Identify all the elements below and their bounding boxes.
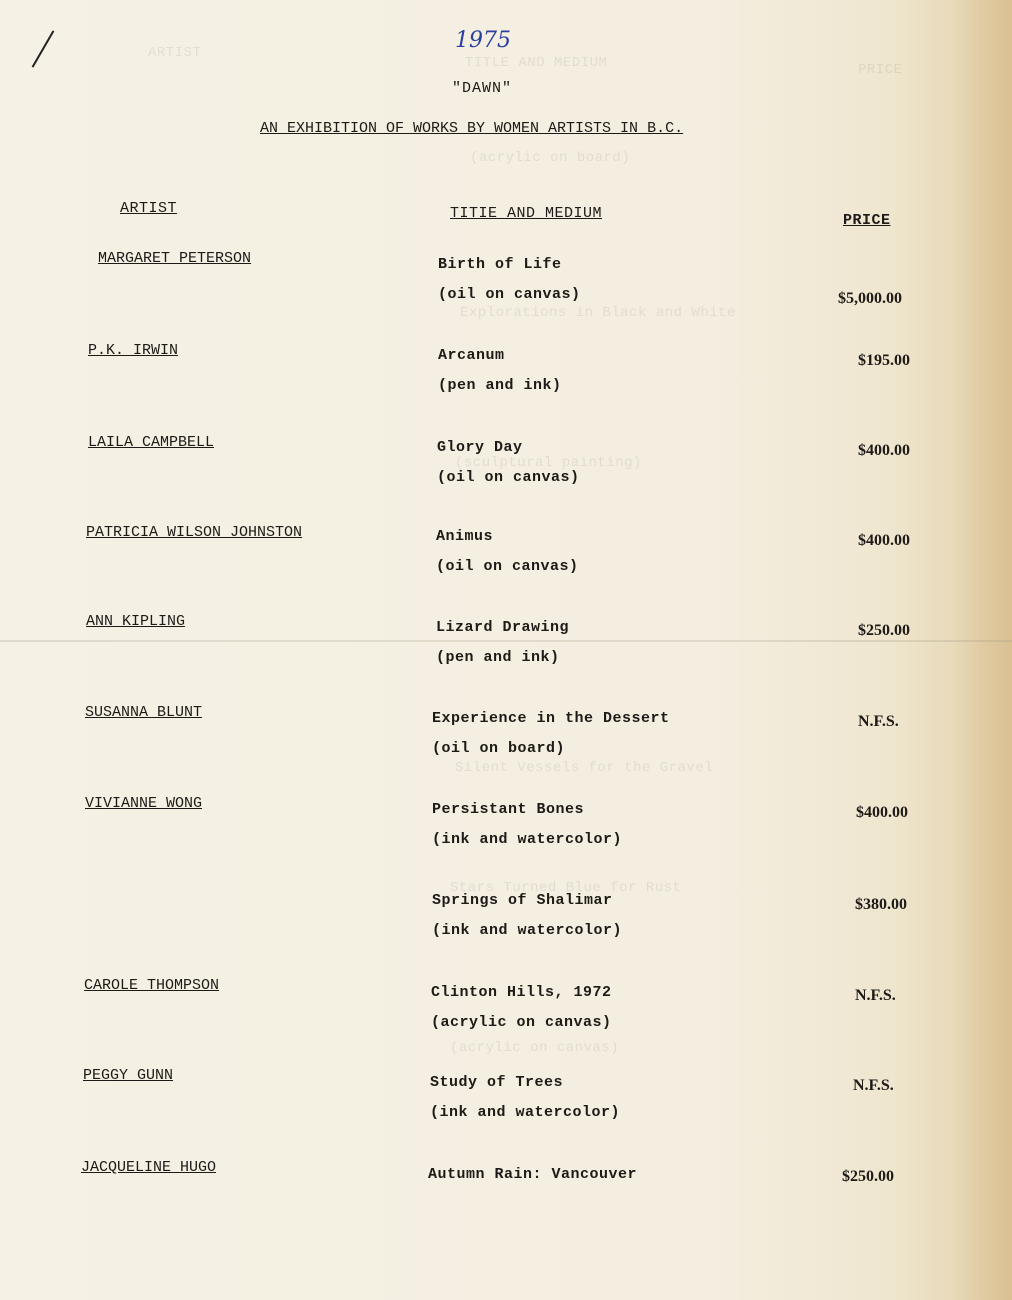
exhibition-title: "DAWN" [452, 80, 513, 97]
work-title: Study of Trees [430, 1074, 564, 1091]
show-through-text: TITLE AND MEDIUM [465, 55, 608, 71]
work-title: Clinton Hills, 1972 [431, 984, 612, 1001]
work-title: Autumn Rain: Vancouver [428, 1166, 638, 1183]
work-price: $195.00 [858, 352, 910, 369]
artist-name: MARGARET PETERSON [98, 250, 252, 267]
work-title: Arcanum [438, 347, 505, 364]
column-header-price: PRICE [843, 212, 891, 229]
work-title: Lizard Drawing [436, 619, 570, 636]
work-medium: (oil on board) [432, 740, 566, 757]
work-price: N.F.S. [853, 1077, 894, 1094]
artist-name: CAROLE THOMPSON [84, 977, 220, 994]
artist-name: PATRICIA WILSON JOHNSTON [86, 524, 303, 541]
show-through-text: (acrylic on canvas) [450, 1040, 620, 1056]
work-entry [432, 704, 670, 764]
work-price: N.F.S. [855, 987, 896, 1004]
work-entry [438, 341, 562, 401]
work-price: $250.00 [858, 622, 910, 639]
work-medium: (acrylic on canvas) [431, 1014, 612, 1031]
work-medium: (ink and watercolor) [432, 831, 623, 848]
artist-name: PEGGY GUNN [83, 1067, 174, 1084]
work-medium: (pen and ink) [438, 377, 562, 394]
column-header-artist: ARTIST [120, 200, 178, 217]
work-entry [436, 613, 569, 673]
work-title: Animus [436, 528, 494, 545]
work-entry [428, 1160, 637, 1190]
work-medium: (oil on canvas) [436, 558, 579, 575]
work-medium: (ink and watercolor) [432, 922, 623, 939]
show-through-text: Silent Vessels for the Gravel [455, 760, 714, 776]
artist-name: SUSANNA BLUNT [85, 704, 203, 721]
work-price: $400.00 [858, 532, 910, 549]
work-title: Experience in the Dessert [432, 710, 670, 727]
work-price: N.F.S. [858, 713, 899, 730]
show-through-text: PRICE [858, 62, 903, 78]
work-entry [431, 978, 612, 1038]
work-title: Persistant Bones [432, 801, 585, 818]
work-entry [438, 250, 581, 310]
work-medium: (oil on canvas) [438, 286, 581, 303]
work-price: $250.00 [842, 1168, 894, 1185]
show-through-text: ARTIST [148, 45, 202, 61]
artist-name: LAILA CAMPBELL [88, 434, 215, 451]
work-price: $5,000.00 [838, 290, 902, 307]
artist-name: JACQUELINE HUGO [81, 1159, 217, 1176]
work-title: Birth of Life [438, 256, 562, 273]
work-entry [436, 522, 579, 582]
artist-name: VIVIANNE WONG [85, 795, 203, 812]
work-medium: (ink and watercolor) [430, 1104, 621, 1121]
work-price: $400.00 [856, 804, 908, 821]
artist-name: P.K. IRWIN [88, 342, 179, 359]
work-medium: (pen and ink) [436, 649, 560, 666]
artist-name: ANN KIPLING [86, 613, 186, 630]
work-entry [432, 795, 622, 855]
work-medium: (oil on canvas) [437, 469, 580, 486]
work-title: Glory Day [437, 439, 523, 456]
column-header-title-medium: TITIE AND MEDIUM [450, 205, 603, 222]
paper-edge-stain [952, 0, 1012, 1300]
show-through-text: (acrylic on board) [470, 150, 631, 166]
work-entry [437, 433, 580, 493]
show-through-text: (sculptural painting) [455, 455, 642, 471]
exhibition-subtitle: AN EXHIBITION OF WORKS BY WOMEN ARTISTS IN B.C. [260, 120, 684, 137]
work-entry [432, 886, 622, 946]
work-title: Springs of Shalimar [432, 892, 613, 909]
work-price: $400.00 [858, 442, 910, 459]
pen-mark [32, 30, 55, 67]
work-price: $380.00 [855, 896, 907, 913]
handwritten-year: 1975 [455, 28, 511, 53]
work-entry [430, 1068, 620, 1128]
show-through-text: Stars Turned Blue for Rust [450, 880, 682, 896]
show-through-text: Explorations in Black and White [460, 305, 736, 321]
